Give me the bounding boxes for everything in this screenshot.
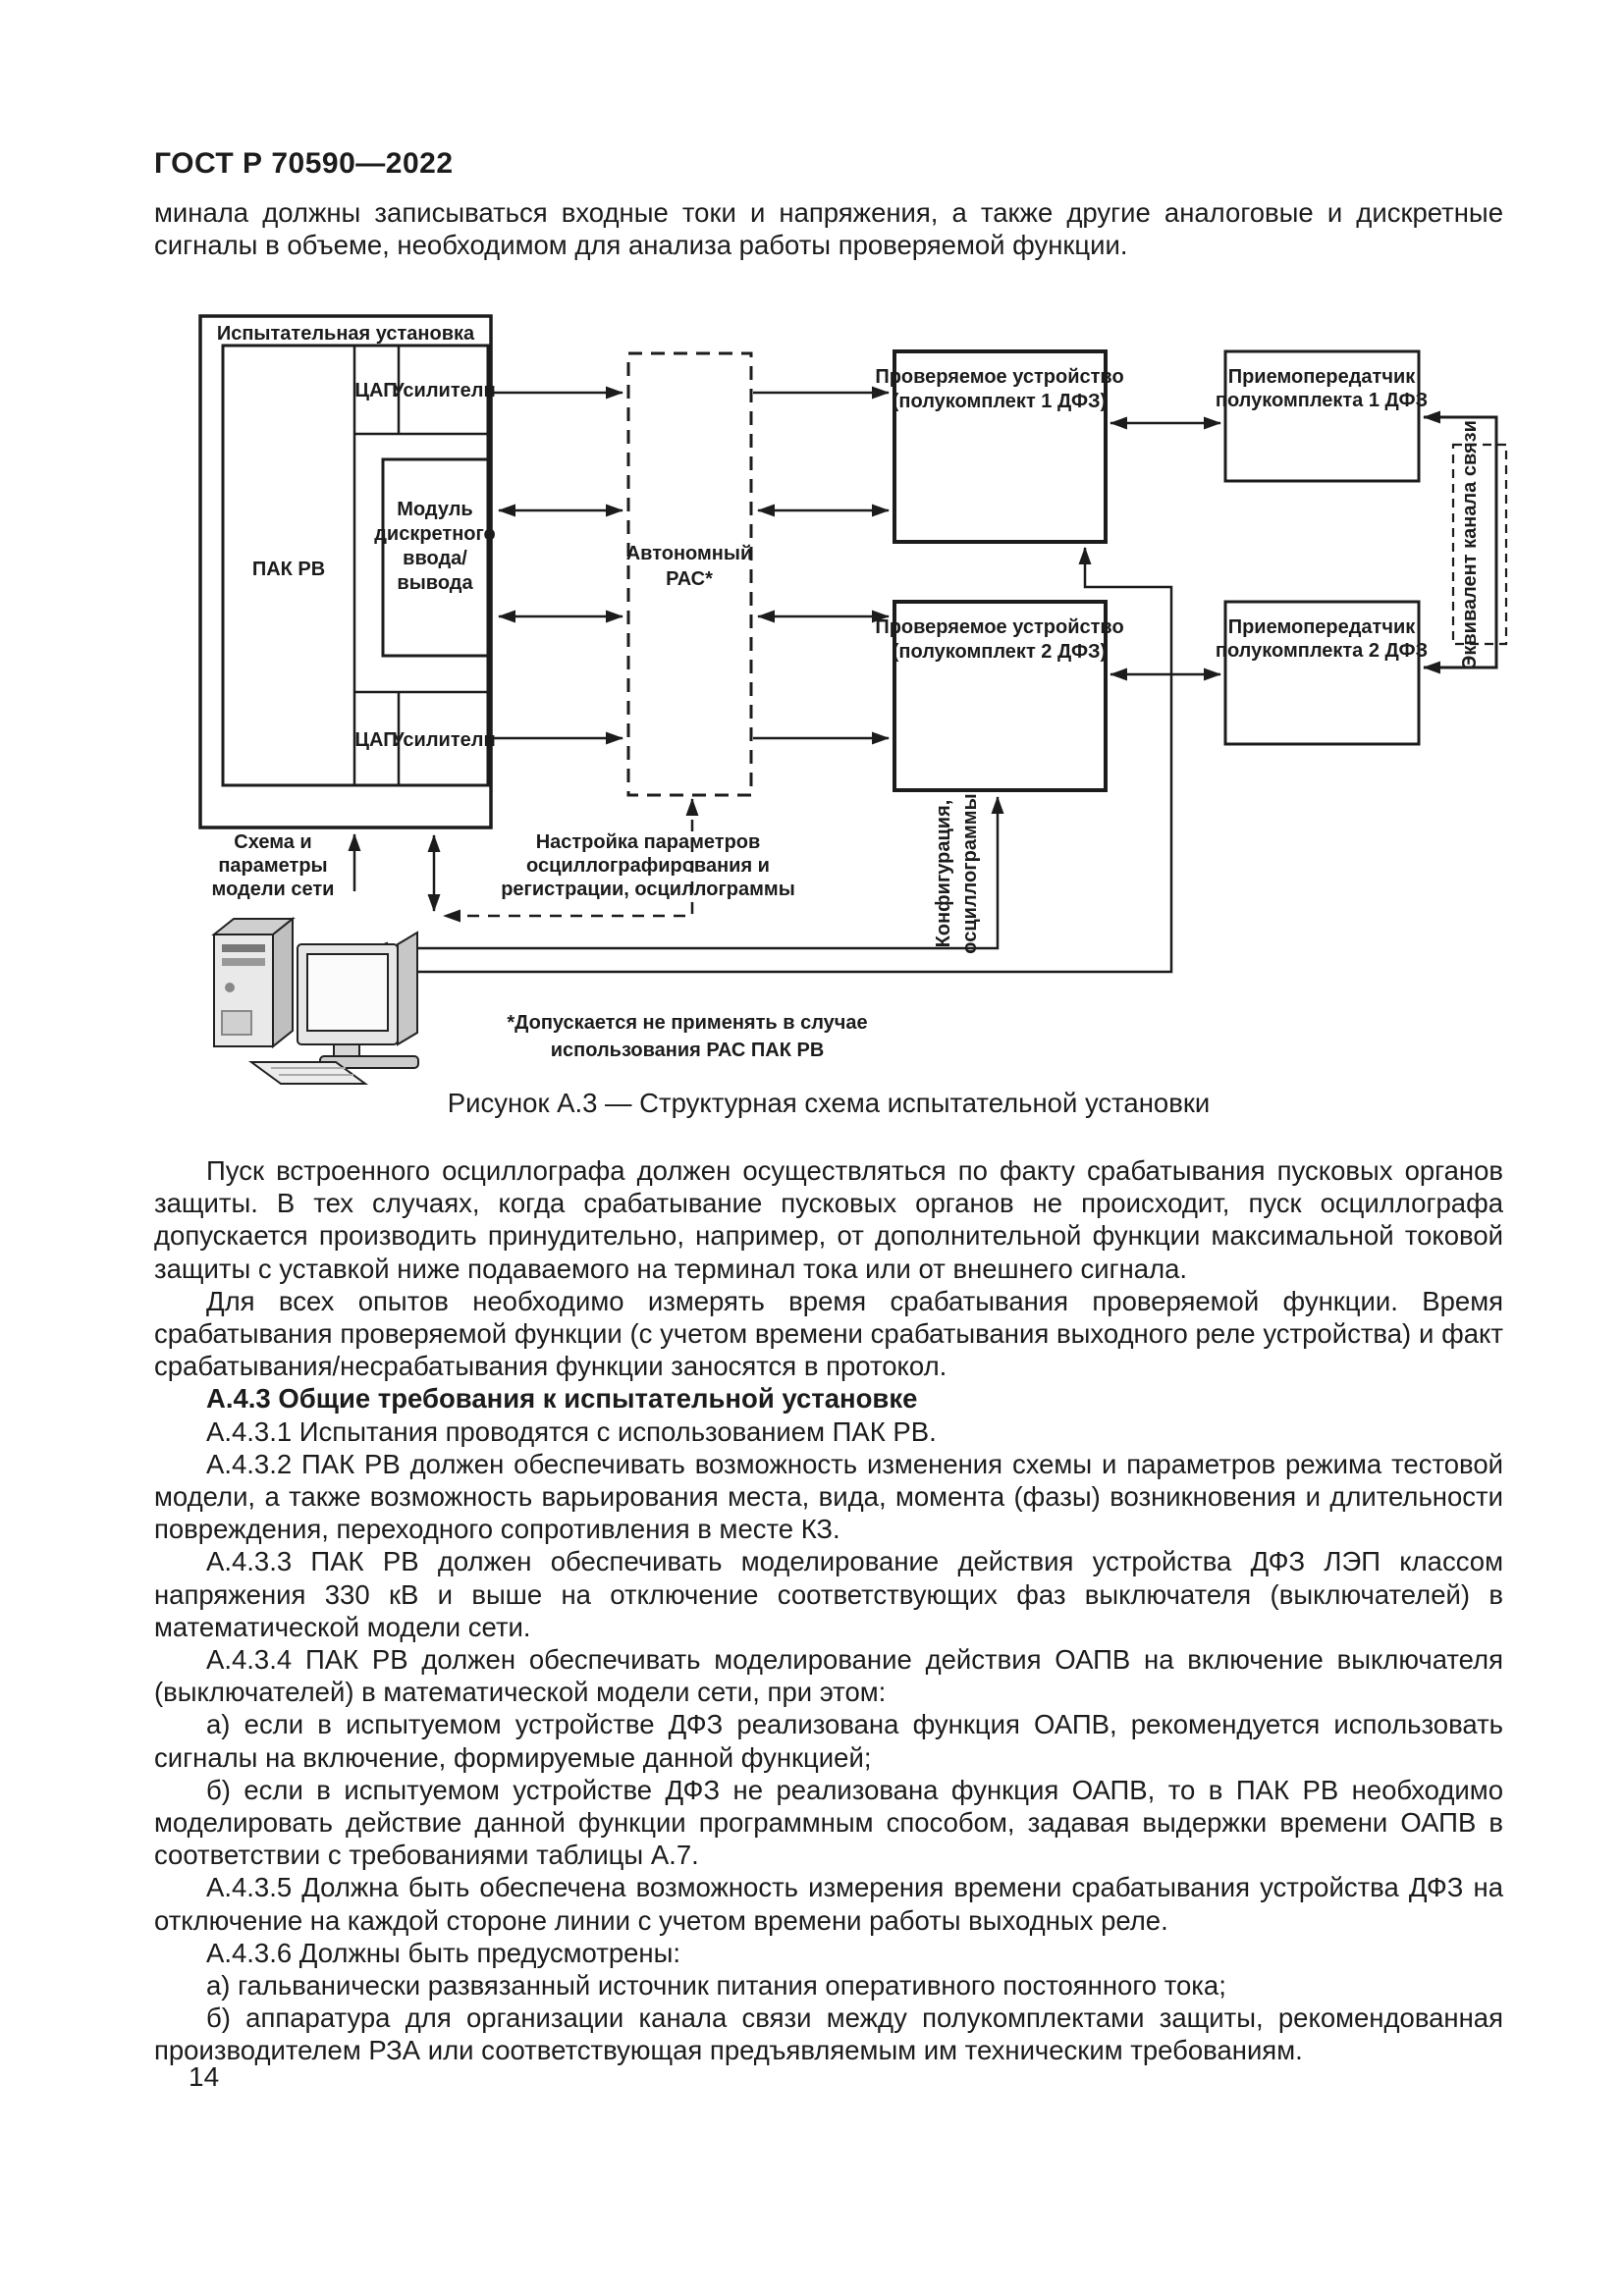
config-label-line1: Конфигурация, <box>933 799 954 948</box>
transceiver2-label-line2: полукомплекта 2 ДФЗ <box>1215 640 1429 662</box>
amp-bottom-label: Усилители <box>392 729 496 751</box>
list-item-a434-a: а) если в испытуемом устройстве ДФЗ реализована функция ОАПВ, рекомендуется использовать сигналы на включение, формируемые данной функцией; <box>154 1709 1503 1773</box>
figure-a3 <box>147 294 1526 1119</box>
pc-tower-side <box>273 919 293 1046</box>
dut1-label-line2: (полукомплект 1 ДФЗ) <box>892 391 1108 412</box>
osc-settings-line1: Настройка параметров <box>535 831 761 853</box>
dut1-label-line1: Проверяемое устройство <box>875 366 1124 388</box>
paragraph-a432: А.4.3.2 ПАК РВ должен обеспечивать возможность изменения схемы и параметров режима тестовой модели, а также возможность варьирования места, вида, момента (фазы) возникновения и длительности повреждения, переходного сопротивления в месте КЗ. <box>154 1448 1503 1545</box>
paragraph-a435: А.4.3.5 Должна быть обеспечена возможность измерения времени срабатывания устройства ДФЗ на отключение на каждой стороне линии с учетом времени работы выходных реле. <box>154 1872 1503 1936</box>
pc-drive-bay1 <box>222 944 265 952</box>
monitor-side <box>398 933 417 1044</box>
footnote-line2: использования РАС ПАК РВ <box>550 1040 825 1061</box>
standard-number: ГОСТ Р 70590—2022 <box>154 147 454 180</box>
test-rig-label: Испытательная установка <box>216 323 475 345</box>
dac-top-label: ЦАП <box>354 380 398 401</box>
list-item-a434-b: б) если в испытуемом устройстве ДФЗ не реализована функция ОАПВ, то в ПАК РВ необходимо моделировать действие данной функции программным способом, задавая выдержки времени ОАПВ в соответствии с требованиями таблицы А.7. <box>154 1774 1503 1871</box>
paragraph-a433: А.4.3.3 ПАК РВ должен обеспечивать моделирование действия устройства ДФЗ ЛЭП классом напряжения 330 кВ и выше на отключение соответствующих фаз выключателя (выключателей) в математической модели сети. <box>154 1546 1503 1642</box>
paragraph-osc-start: Пуск встроенного осциллографа должен осуществляться по факту срабатывания пусковых органов защиты. В тех случаях, когда срабатывание пусковых органов не происходит, пуск осциллографа допускается производить принудительно, например, от дополнительной функции максимальной токовой защиты с уставкой ниже подаваемого на терминал тока или от внешнего сигнала. <box>154 1155 1503 1284</box>
monitor-stand <box>334 1044 359 1056</box>
module-label-line2: дискретного <box>374 523 496 545</box>
paragraph-a436: А.4.3.6 Должны быть предусмотрены: <box>206 1937 681 1968</box>
dut2-label-line2: (полукомплект 2 ДФЗ) <box>892 641 1108 663</box>
osc-settings-line2: осциллографирования и <box>526 855 770 877</box>
pak-rv-label: ПАК РВ <box>251 559 326 580</box>
pc-power-button <box>225 983 235 992</box>
module-label-line1: Модуль <box>397 499 473 520</box>
list-item-a436-b: б) аппаратура для организации канала связи между полукомплектами защиты, рекомендованная производителем РЗА или соответствующая предъявляемым им техническим требованиям. <box>154 2002 1503 2066</box>
paragraph-a434: А.4.3.4 ПАК РВ должен обеспечивать моделирование действия ОАПВ на включение выключателя (выключателей) в математической модели сети, при этом: <box>154 1644 1503 1708</box>
scheme-label-line1: Схема и <box>234 831 312 853</box>
transceiver1-label-line1: Приемопередатчик <box>1227 366 1416 388</box>
figure-a3-diagram <box>147 294 1526 1119</box>
config-label-line2: осциллограммы <box>959 793 981 954</box>
intro-paragraph: минала должны записываться входные токи и напряжения, а также другие аналоговые и дискретные сигналы в объеме, необходимом для анализа работы проверяемой функции. <box>154 197 1503 260</box>
module-label-line3: ввода/ <box>403 548 467 569</box>
osc-settings-line3: регистрации, осциллограммы <box>501 879 795 900</box>
footnote-line1: *Допускается не применять в случае <box>507 1012 868 1034</box>
page-number: 14 <box>189 2061 220 2092</box>
scheme-label-line2: параметры <box>218 855 328 877</box>
heading-a43: А.4.3 Общие требования к испытательной установке <box>206 1383 918 1415</box>
monitor-screen <box>307 954 388 1031</box>
pc-drive-bay2 <box>222 958 265 966</box>
figure-caption: Рисунок А.3 — Структурная схема испытательной установки <box>447 1088 1211 1118</box>
paragraph-measurement: Для всех опытов необходимо измерять время срабатывания проверяемой функции. Время срабатывания проверяемой функции (с учетом времени срабатывания выходного реле устройства) и факт срабатывания/несрабатывания функции заносятся в протокол. <box>154 1285 1503 1382</box>
module-label-line4: вывода <box>397 572 473 594</box>
scheme-label-line3: модели сети <box>211 879 335 900</box>
computer-icon <box>214 919 418 1084</box>
transceiver2-label-line1: Приемопередатчик <box>1227 616 1416 638</box>
dut2-label-line1: Проверяемое устройство <box>875 616 1124 638</box>
paragraph-a431: А.4.3.1 Испытания проводятся с использованием ПАК РВ. <box>206 1415 937 1447</box>
amp-top-label: Усилители <box>392 380 496 401</box>
ras-label-line1: Автономный <box>625 543 753 564</box>
body-text <box>154 1154 1503 2067</box>
dac-bottom-label: ЦАП <box>354 729 398 751</box>
pc-vent-grille <box>222 1011 251 1035</box>
ras-label-line2: РАС* <box>666 568 713 590</box>
transceiver1-label-line2: полукомплекта 1 ДФЗ <box>1215 390 1429 411</box>
channel-equivalent-label: Эквивалент канала связи <box>1459 420 1481 669</box>
list-item-a436-a: а) гальванически развязанный источник питания оперативного постоянного тока; <box>206 1970 1226 2002</box>
